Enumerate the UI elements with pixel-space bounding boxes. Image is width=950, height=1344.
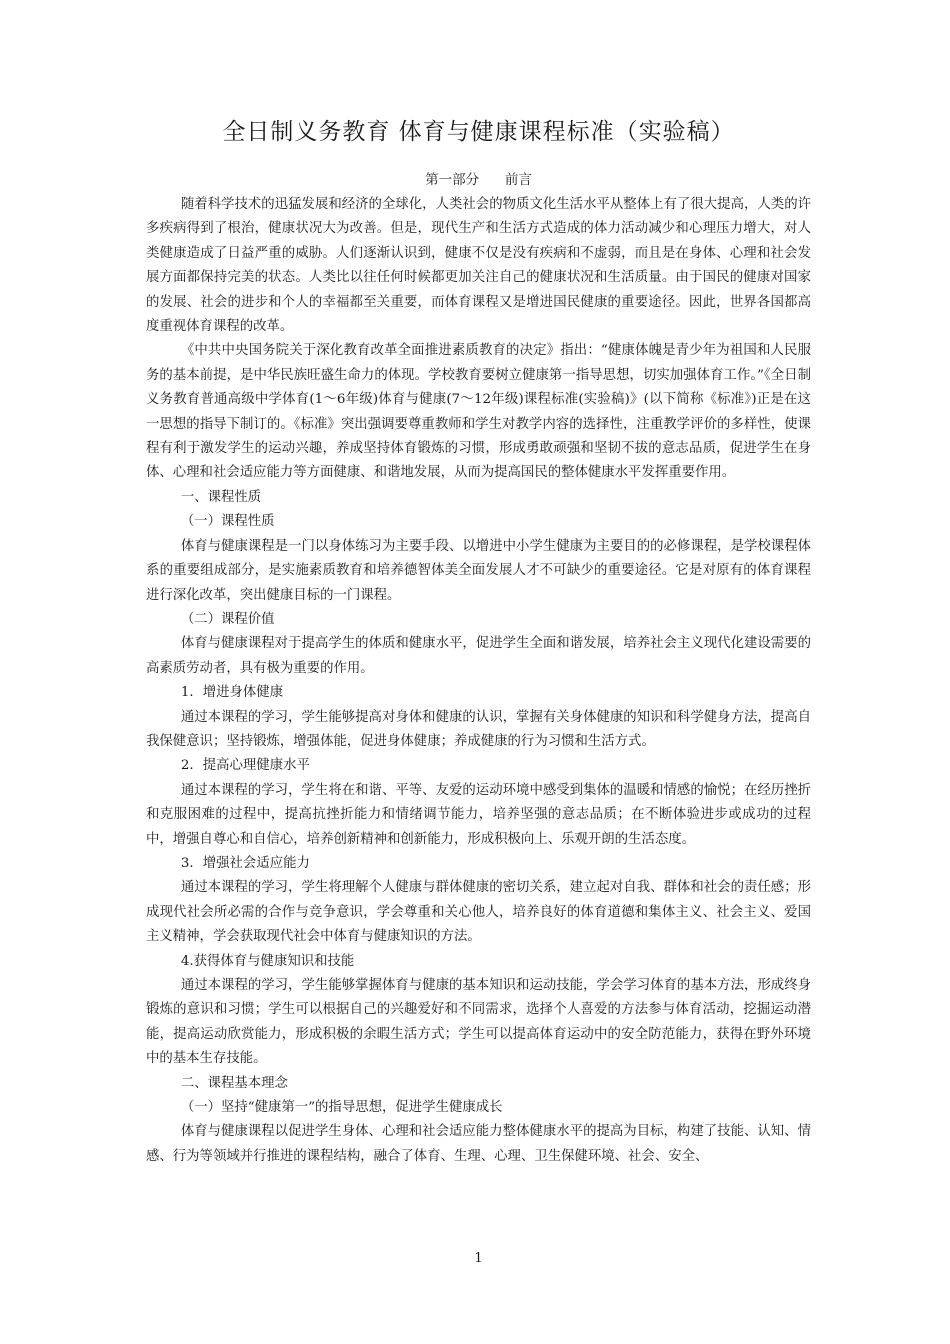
item-heading-knowledge: 4.获得体育与健康知识和技能 xyxy=(180,953,355,969)
document-page xyxy=(146,0,811,1344)
paragraph-knowledge: 通过本课程的学习，学生能够掌握体育与健康的基本知识和运动技能，学会学习体育的基本方法，形成终身锻炼的意识和习惯；学生可以根据自己的兴趣爱好和不同需求，选择个人喜爱的方法参与体育活动，挖掘运动潜能，提高运动欣赏能力，形成积极的余暇生活方式；学生可以提高体育运动中的安全防范能力，获得在野外环境中的基本生存技能。 xyxy=(146,978,811,1067)
document-title: 全日制义务教育 体育与健康课程标准（实验稿） xyxy=(222,119,735,145)
subsection-heading-nature: （一）课程性质 xyxy=(180,514,275,530)
paragraph-social: 通过本课程的学习，学生将理解个人健康与群体健康的密切关系，建立起对自我、群体和社会的责任感；形成现代社会所必需的合作与竞争意识，学会尊重和关心他人，培养良好的体育道德和集体主义、社会主义、爱国主义精神，学会获取现代社会中体育与健康知识的方法。 xyxy=(146,880,811,945)
item-heading-physical: 1．增进身体健康 xyxy=(180,685,284,701)
paragraph-health-first: 体育与健康课程以促进学生身体、心理和社会适应能力整体健康水平的提高为目标，构建了技能、认知、情感、行为等领域并行推进的课程结构，融合了体育、生理、心理、卫生保健环境、社会、安全、 xyxy=(146,1124,811,1164)
part-heading: 第一部分 前言 xyxy=(425,172,532,188)
subsection-heading-value: （二）课程价值 xyxy=(180,611,275,627)
section-heading-concepts: 二、课程基本理念 xyxy=(180,1075,288,1091)
document-body xyxy=(146,193,811,1169)
item-heading-mental: 2．提高心理健康水平 xyxy=(180,758,310,774)
page-number: 1 xyxy=(474,1251,483,1266)
section-heading-nature: 一、课程性质 xyxy=(180,489,262,505)
paragraph-mental: 通过本课程的学习，学生将在和谐、平等、友爱的运动环境中感受到集体的温暖和情感的愉悦；在经历挫折和克服困难的过程中，提高抗挫折能力和情绪调节能力，培养坚强的意志品质；在不断体验进步或成功的过程中，增强自尊心和自信心，培养创新精神和创新能力，形成积极向上、乐观开朗的生活态度。 xyxy=(146,782,811,847)
subsection-heading-health-first: （一）坚持“健康第一”的指导思想，促进学生健康成长 xyxy=(180,1100,503,1116)
paragraph-value: 体育与健康课程对于提高学生的体质和健康水平，促进学生全面和谐发展，培养社会主义现代化建设需要的高素质劳动者，具有极为重要的作用。 xyxy=(146,636,811,676)
item-heading-social: 3．增强社会适应能力 xyxy=(180,855,310,871)
paragraph-physical: 通过本课程的学习，学生能够提高对身体和健康的认识，掌握有关身体健康的知识和科学健身方法，提高自我保健意识；坚持锻炼，增强体能，促进身体健康；养成健康的行为习惯和生活方式。 xyxy=(146,709,811,749)
paragraph-intro-1: 随着科学技术的迅猛发展和经济的全球化，人类社会的物质文化生活水平从整体上有了很大提高，人类的许多疾病得到了根治，健康状况大为改善。但是，现代生产和生活方式造成的体力活动减少和心理压力增大，对人类健康造成了日益严重的威胁。人们逐渐认识到，健康不仅是没有疾病和不虚弱，而且是在身体、心理和社会发展方面都保持完美的状态。人类比以往任何时候都更加关注自己的健康状况和生活质量。由于国民的健康对国家的发展、社会的进步和个人的幸福都至关重要，而体育课程又是增进国民健康的重要途径。因此，世界各国都高度重视体育课程的改革。 xyxy=(146,197,811,335)
paragraph-nature: 体育与健康课程是一门以身体练习为主要手段、以增进中小学生健康为主要目的的必修课程，是学校课程体系的重要组成部分，是实施素质教育和培养德智体美全面发展人才不可缺少的重要途径。它是对原有的体育课程进行深化改革，突出健康目标的一门课程。 xyxy=(146,538,811,603)
paragraph-intro-2: 《中共中央国务院关于深化教育改革全面推进素质教育的决定》指出：“健康体魄是青少年为祖国和人民服务的基本前提，是中华民族旺盛生命力的体现。学校教育要树立健康第一指导思想，切实加强体育工作。”《全日制义务教育普通高级中学体育(1～6年级)体育与健康(7～12年级)课程标准(实验稿)》(以下简称《标准》)正是在这一思想的指导下制订的。《标准》突出强调要尊重教师和学生对教学内容的选择性，注重教学评价的多样性，使课程有利于激发学生的运动兴趣，养成坚持体育锻炼的习惯，形成勇敢顽强和坚韧不拔的意志品质，促进学生在身体、心理和社会适应能力等方面健康、和谐地发展，从而为提高国民的整体健康水平发挥重要作用。 xyxy=(146,343,811,481)
